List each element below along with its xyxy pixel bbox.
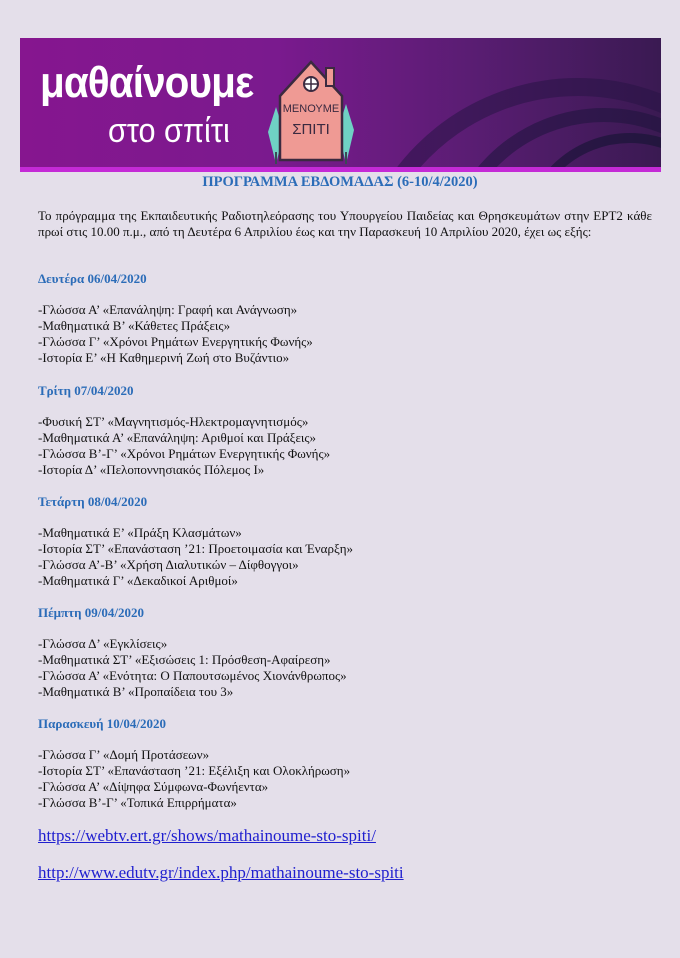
webtv-link[interactable]: https://webtv.ert.gr/shows/mathainoume-sto-spiti/ xyxy=(38,826,376,845)
lesson-item: -Γλώσσα Α’-Β’ «Χρήση Διαλυτικών – Δίφθογγοι» xyxy=(38,557,299,572)
day-heading-wednesday: Τετάρτη 08/04/2020 xyxy=(38,494,148,509)
lesson-item: -Φυσική ΣΤ’ «Μαγνητισμός-Ηλεκτρομαγνητισμός» xyxy=(38,414,309,429)
lesson-item: -Μαθηματικά Α’ «Επανάληψη: Αριθμοί και Πράξεις» xyxy=(38,430,317,445)
intro-paragraph: Το πρόγραμμα της Εκπαιδευτικής Ραδιοτηλεόρασης του Υπουργείου Παιδείας και Θρησκευμάτων στην ΕΡΤ2 κάθε πρωί στις 10.00 π.μ., από τη Δευτέρα 6 Απριλίου έως και την Παρασκευή 10 Απριλίου 2020, έχει ως εξής: xyxy=(38,208,652,239)
lesson-item: -Γλώσσα Α’ «Ενότητα: Ο Παπουτσωμένος Χιονάνθρωπος» xyxy=(38,668,347,683)
header-banner xyxy=(20,38,661,172)
lesson-item: -Μαθηματικά Β’ «Προπαίδεια του 3» xyxy=(38,684,234,699)
lesson-item: -Ιστορία Δ’ «Πελοποννησιακός Πόλεμος Ι» xyxy=(38,462,265,477)
logo-text-top: ΜΕΝΟΥΜΕ xyxy=(282,103,340,115)
banner-title-line1: μαθαίνουμε xyxy=(40,58,254,107)
lesson-item: -Γλώσσα Β’-Γ’ «Χρόνοι Ρημάτων Ενεργητικής Φωνής» xyxy=(38,446,331,461)
page-title: ΠΡΟΓΡΑΜΜΑ ΕΒΔΟΜΑΔΑΣ (6-10/4/2020) xyxy=(202,174,478,190)
day-heading-tuesday: Τρίτη 07/04/2020 xyxy=(38,383,134,398)
edutv-link[interactable]: http://www.edutv.gr/index.php/mathainoume-sto-spiti xyxy=(38,863,404,882)
lesson-item: -Γλώσσα Γ’ «Χρόνοι Ρημάτων Ενεργητικής Φωνής» xyxy=(38,334,313,349)
lesson-item: -Γλώσσα Γ’ «Δομή Προτάσεων» xyxy=(38,747,210,762)
house-logo-icon xyxy=(266,52,356,164)
lesson-item: -Γλώσσα Δ’ «Εγκλίσεις» xyxy=(38,636,168,651)
day-heading-monday: Δευτέρα 06/04/2020 xyxy=(38,271,147,286)
lesson-item: -Μαθηματικά Ε’ «Πράξη Κλασμάτων» xyxy=(38,525,242,540)
day-heading-friday: Παρασκευή 10/04/2020 xyxy=(38,716,167,731)
day-heading-thursday: Πέμπτη 09/04/2020 xyxy=(38,605,145,620)
lesson-item: -Γλώσσα Α’ «Δίψηφα Σύμφωνα-Φωνήεντα» xyxy=(38,779,269,794)
banner-stripe xyxy=(20,167,661,172)
lesson-item: -Γλώσσα Β’-Γ’ «Τοπικά Επιρρήματα» xyxy=(38,795,237,810)
banner-title-line2: στο σπίτι xyxy=(108,112,230,150)
lesson-item: -Ιστορία ΣΤ’ «Επανάσταση ’21: Εξέλιξη και Ολοκλήρωση» xyxy=(38,763,351,778)
lesson-item: -Ιστορία ΣΤ’ «Επανάσταση ’21: Προετοιμασία και Έναρξη» xyxy=(38,541,354,556)
lesson-item: -Ιστορία Ε’ «Η Καθημερινή Ζωή στο Βυζάντιο» xyxy=(38,350,290,365)
lesson-item: -Μαθηματικά Γ’ «Δεκαδικοί Αριθμοί» xyxy=(38,573,238,588)
logo-text-bottom: ΣΠΙΤΙ xyxy=(292,121,330,138)
lesson-item: -Μαθηματικά ΣΤ’ «Εξισώσεις 1: Πρόσθεση-Αφαίρεση» xyxy=(38,652,331,667)
lesson-item: -Γλώσσα Α’ «Επανάληψη: Γραφή και Ανάγνωση» xyxy=(38,302,298,317)
lesson-item: -Μαθηματικά Β’ «Κάθετες Πράξεις» xyxy=(38,318,231,333)
